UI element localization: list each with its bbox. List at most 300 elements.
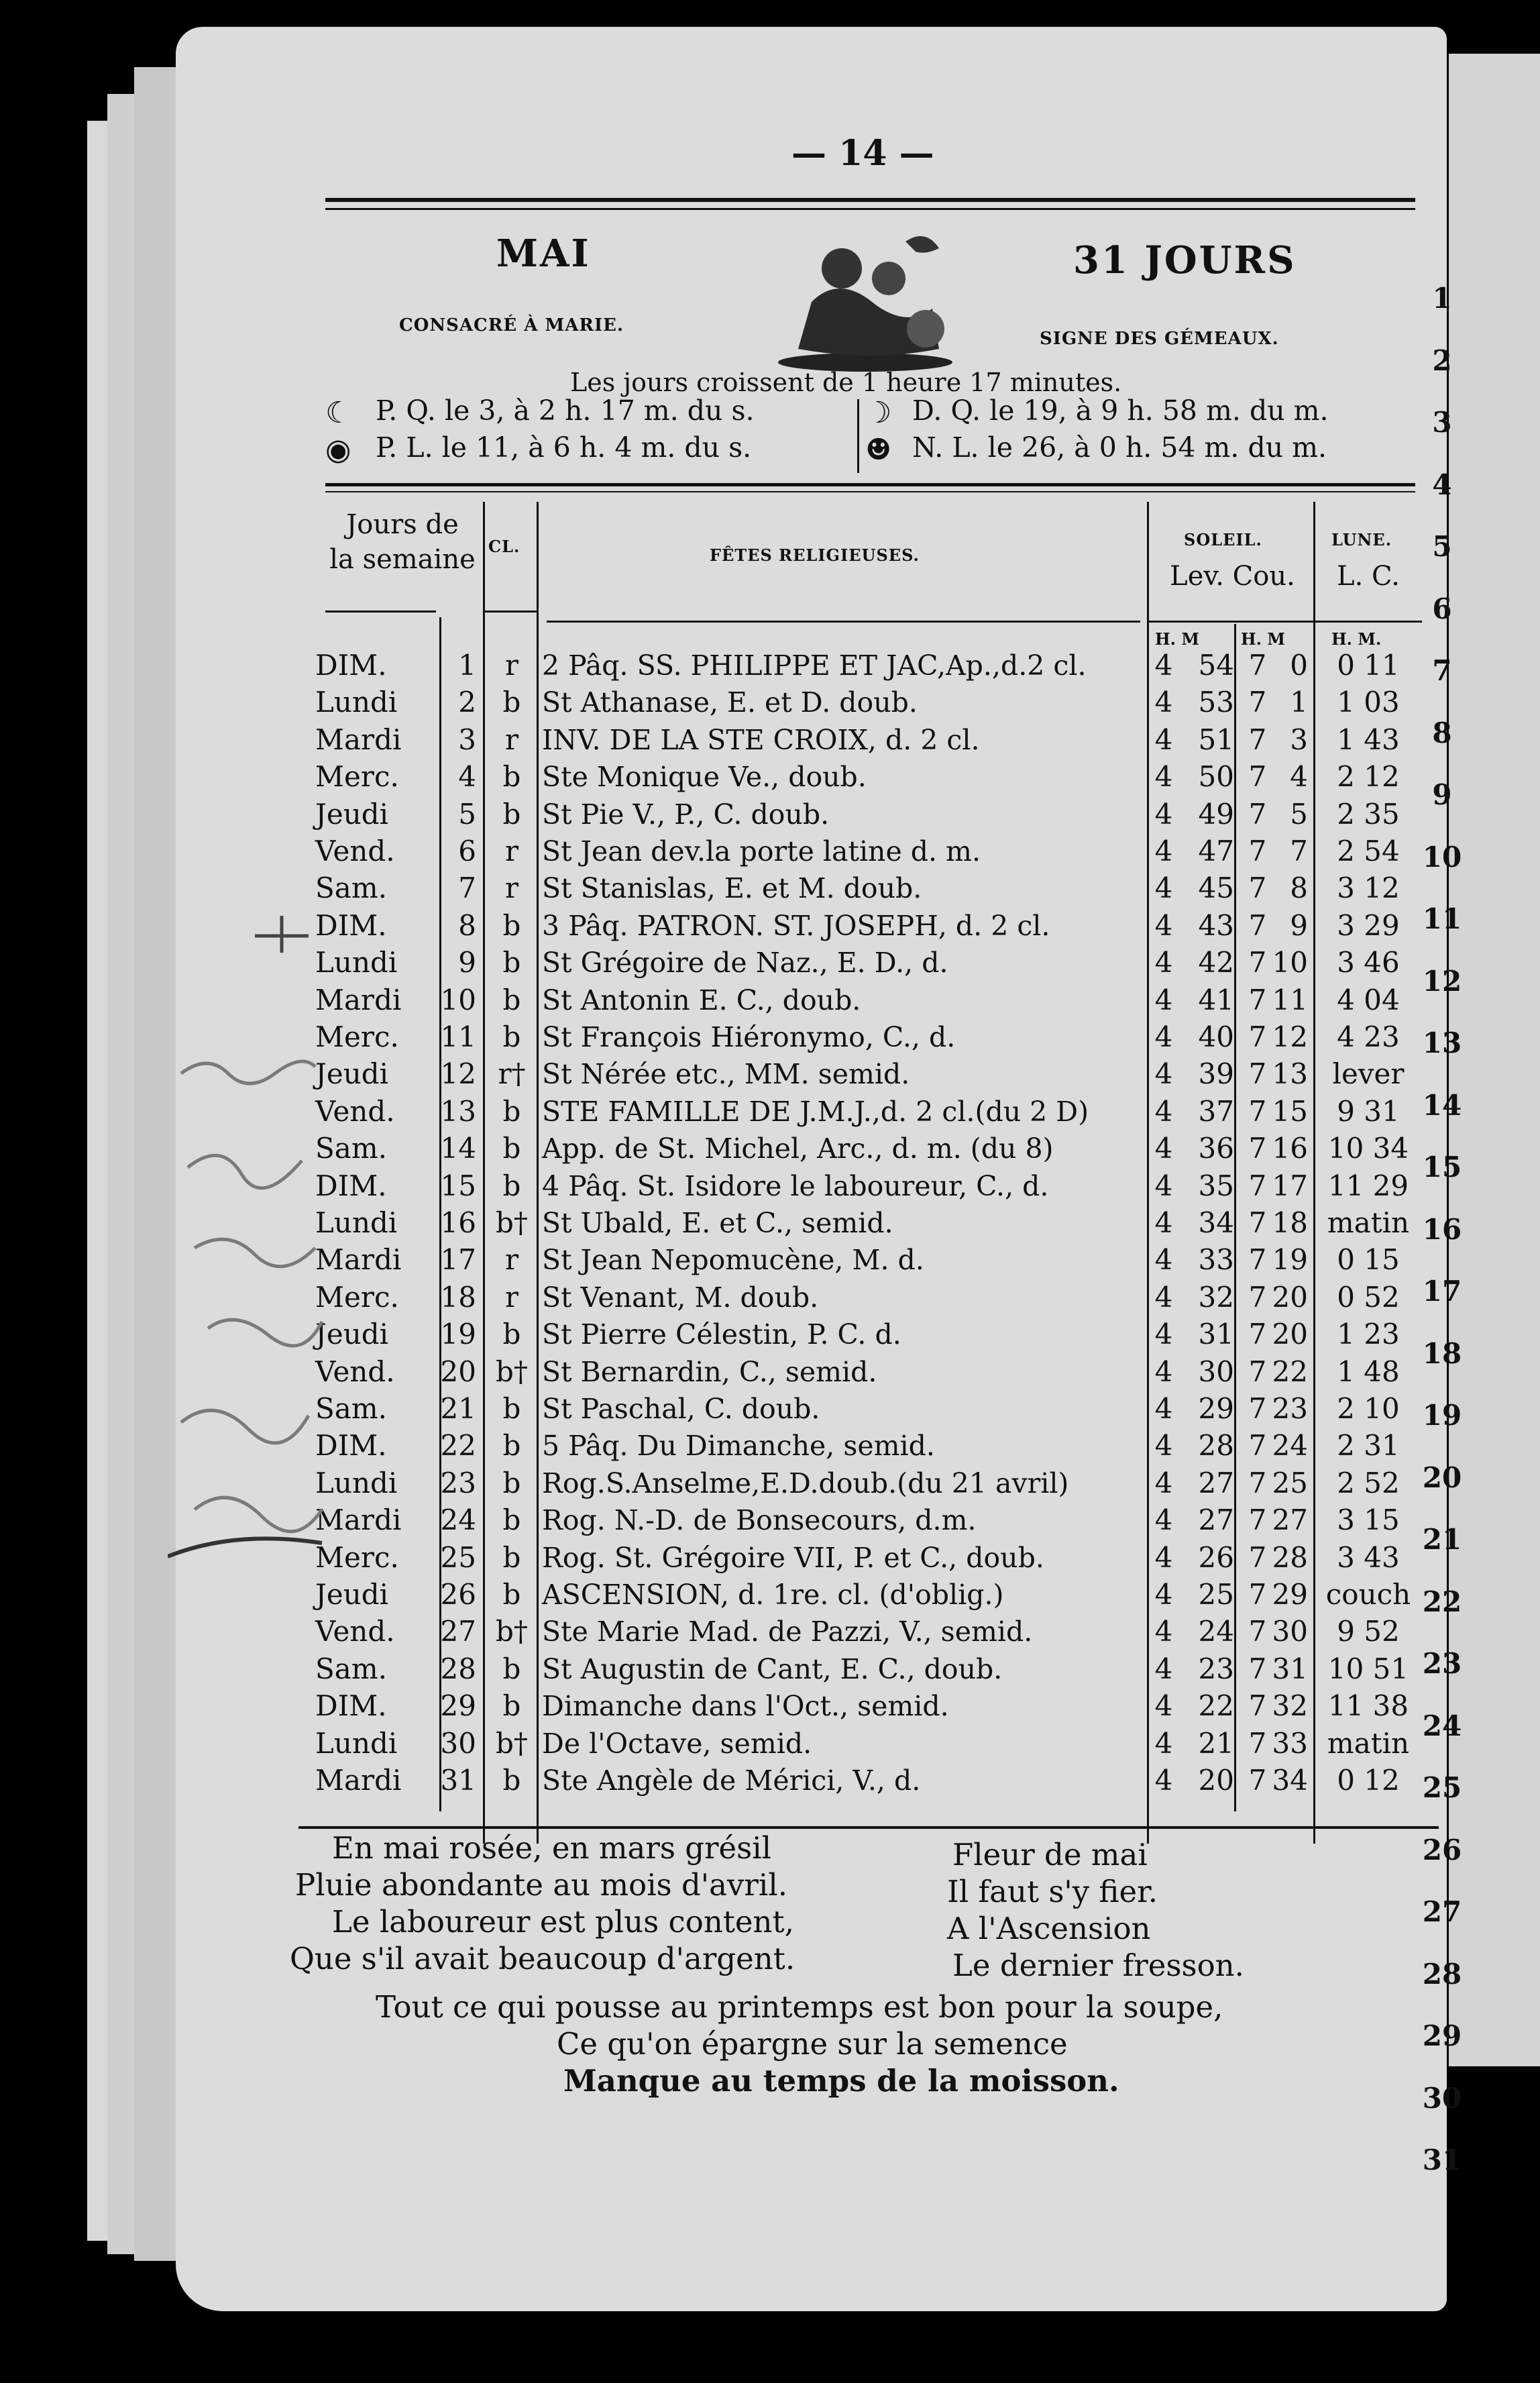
row-class: b† — [496, 1726, 528, 1760]
row-moon: matin — [1327, 1726, 1410, 1760]
phase-separator — [857, 399, 859, 473]
soleil-cou-units: H. M — [1241, 629, 1285, 649]
margin-day-number: 3 — [1432, 406, 1452, 439]
row-sunset-hour: 7 — [1248, 1652, 1267, 1685]
row-day-name: DIM. — [315, 1689, 387, 1723]
row-feast: INV. DE LA STE CROIX, d. 2 cl. — [542, 723, 980, 756]
row-class: b — [502, 797, 521, 831]
margin-day-number: 13 — [1422, 1026, 1462, 1059]
row-sunset-min: 16 — [1272, 1132, 1308, 1165]
row-moon: 10 51 — [1327, 1652, 1409, 1685]
row-moon: 2 52 — [1337, 1466, 1400, 1499]
row-sunset-hour: 7 — [1248, 1020, 1267, 1053]
table-header-rule — [1147, 621, 1422, 623]
row-feast: St Grégoire de Naz., E. D., d. — [542, 947, 948, 979]
row-sunset-min: 24 — [1272, 1429, 1308, 1463]
row-sunset-min: 30 — [1272, 1615, 1308, 1648]
row-moon: 2 35 — [1337, 797, 1400, 831]
row-sunset-min: 22 — [1272, 1355, 1308, 1388]
row-sunset-hour: 7 — [1248, 1764, 1267, 1797]
row-sunset-hour: 7 — [1248, 797, 1267, 831]
col-header-jours-2: la semaine — [329, 544, 476, 575]
row-sunrise-hour: 4 — [1154, 1318, 1173, 1351]
row-moon: 9 31 — [1337, 1094, 1400, 1128]
row-sunset-hour: 7 — [1248, 908, 1267, 942]
row-day-number: 16 — [440, 1206, 476, 1239]
row-moon: 4 04 — [1337, 983, 1400, 1016]
row-day-number: 1 — [458, 649, 476, 682]
row-class: b — [502, 1466, 521, 1499]
margin-day-number: 27 — [1422, 1895, 1462, 1928]
row-feast: St Nérée etc., MM. semid. — [542, 1058, 910, 1091]
row-class: r — [504, 1280, 519, 1314]
row-feast: Rog. N.-D. de Bonsecours, d.m. — [542, 1504, 977, 1537]
row-class: b† — [496, 1355, 528, 1388]
table-bottom-rule — [298, 1826, 1439, 1829]
row-sunrise-hour: 4 — [1154, 1206, 1173, 1239]
row-day-name: Vend. — [315, 1355, 395, 1388]
row-day-name: DIM. — [315, 1169, 387, 1202]
row-class: r — [504, 723, 519, 756]
row-sunrise-min: 33 — [1198, 1243, 1234, 1277]
row-moon: 0 11 — [1337, 649, 1400, 682]
table-header-rule — [325, 611, 436, 613]
margin-day-number: 12 — [1422, 964, 1462, 998]
row-day-name: DIM. — [315, 1429, 387, 1463]
row-class: b — [502, 1540, 521, 1574]
row-sunrise-min: 36 — [1198, 1132, 1234, 1165]
row-class: b — [502, 1764, 521, 1797]
row-sunrise-hour: 4 — [1154, 1466, 1173, 1499]
row-sunset-min: 19 — [1272, 1243, 1308, 1277]
row-class: b — [502, 1578, 521, 1611]
row-sunset-min: 17 — [1272, 1169, 1308, 1202]
row-day-name: Jeudi — [315, 1578, 389, 1611]
row-day-number: 22 — [440, 1429, 476, 1463]
row-day-number: 9 — [458, 946, 476, 979]
row-sunset-min: 28 — [1272, 1540, 1308, 1574]
margin-day-number: 26 — [1422, 1833, 1462, 1866]
row-day-number: 26 — [440, 1578, 476, 1611]
row-sunrise-min: 25 — [1198, 1578, 1234, 1611]
row-day-number: 23 — [440, 1466, 476, 1499]
margin-day-number: 29 — [1422, 2019, 1462, 2052]
row-day-name: Sam. — [315, 871, 387, 905]
margin-day-number: 28 — [1422, 1957, 1462, 1991]
proverb-bottom-2: Ce qu'on épargne sur la semence — [557, 2026, 1068, 2062]
row-feast: Rog.S.Anselme,E.D.doub.(du 21 avril) — [542, 1467, 1069, 1499]
row-sunset-hour: 7 — [1248, 1466, 1267, 1499]
margin-day-number: 17 — [1422, 1275, 1462, 1308]
col-sep — [483, 502, 485, 1844]
row-sunrise-hour: 4 — [1154, 760, 1173, 794]
row-sunset-min: 8 — [1290, 871, 1308, 905]
row-day-name: Merc. — [315, 1020, 399, 1053]
row-feast: 3 Pâq. PATRON. ST. JOSEPH, d. 2 cl. — [542, 909, 1050, 942]
row-moon: 0 12 — [1337, 1764, 1400, 1797]
margin-day-number: 15 — [1422, 1151, 1462, 1183]
row-day-name: Jeudi — [315, 1057, 389, 1091]
row-moon: 9 52 — [1337, 1615, 1400, 1648]
row-feast: St Jean Nepomucène, M. d. — [542, 1244, 924, 1277]
row-day-number: 13 — [440, 1094, 476, 1128]
row-sunset-min: 34 — [1272, 1764, 1308, 1797]
row-day-name: Merc. — [315, 760, 399, 794]
row-sunset-hour: 7 — [1248, 1392, 1267, 1425]
row-feast: St Athanase, E. et D. doub. — [542, 686, 918, 719]
row-sunset-min: 33 — [1272, 1726, 1308, 1760]
row-day-name: Vend. — [315, 1094, 395, 1128]
row-sunset-min: 20 — [1272, 1280, 1308, 1314]
margin-day-number: 14 — [1422, 1088, 1462, 1122]
row-class: b — [502, 1132, 521, 1165]
month-title: MAI — [496, 231, 591, 276]
row-sunrise-min: 26 — [1198, 1540, 1234, 1574]
row-moon: 10 34 — [1327, 1132, 1409, 1165]
row-sunset-hour: 7 — [1248, 1578, 1267, 1611]
row-day-number: 6 — [458, 835, 476, 867]
row-feast: Rog. St. Grégoire VII, P. et C., doub. — [542, 1541, 1044, 1574]
row-day-number: 18 — [440, 1280, 476, 1314]
margin-day-number: 16 — [1422, 1212, 1462, 1246]
row-feast: ASCENSION, d. 1re. cl. (d'oblig.) — [542, 1579, 1004, 1611]
row-day-number: 19 — [440, 1318, 476, 1351]
row-sunrise-min: 22 — [1198, 1689, 1234, 1723]
row-sunrise-hour: 4 — [1154, 835, 1173, 867]
row-moon: 1 48 — [1337, 1355, 1400, 1388]
row-feast: St Jean dev.la porte latine d. m. — [542, 835, 981, 867]
row-sunrise-hour: 4 — [1154, 1652, 1173, 1685]
row-moon: 3 29 — [1337, 908, 1400, 942]
row-sunset-hour: 7 — [1248, 1243, 1267, 1277]
moon-phase-new-moon: N. L. le 26, à 0 h. 54 m. du m. — [912, 431, 1327, 464]
row-day-number: 24 — [440, 1503, 476, 1537]
row-sunset-hour: 7 — [1248, 1689, 1267, 1723]
row-sunset-min: 18 — [1272, 1206, 1308, 1239]
row-feast: STE FAMILLE DE J.M.J.,d. 2 cl.(du 2 D) — [542, 1095, 1089, 1128]
row-feast: St Bernardin, C., semid. — [542, 1355, 877, 1388]
row-sunset-hour: 7 — [1248, 1132, 1267, 1165]
row-day-name: Lundi — [315, 946, 398, 979]
row-day-number: 2 — [458, 686, 476, 719]
row-moon: 0 15 — [1337, 1243, 1400, 1277]
row-sunset-min: 20 — [1272, 1318, 1308, 1351]
row-day-number: 14 — [440, 1132, 476, 1165]
row-moon: 0 52 — [1337, 1280, 1400, 1314]
row-class: b — [502, 1689, 521, 1723]
row-sunrise-hour: 4 — [1154, 1689, 1173, 1723]
row-moon: 1 23 — [1337, 1318, 1400, 1351]
row-moon: 1 03 — [1337, 686, 1400, 719]
row-feast: St Ubald, E. et C., semid. — [542, 1207, 893, 1239]
row-sunset-min: 9 — [1290, 908, 1308, 942]
row-feast: Ste Monique Ve., doub. — [542, 761, 867, 794]
proverb-left-1: En mai rosée, en mars grésil — [332, 1830, 772, 1866]
row-sunrise-min: 51 — [1198, 723, 1234, 756]
full-moon-icon: ◉ — [325, 433, 351, 467]
col-header-soleil: SOLEIL. — [1184, 530, 1262, 549]
row-sunrise-min: 30 — [1198, 1355, 1234, 1388]
row-day-number: 17 — [440, 1243, 476, 1277]
row-day-name: Jeudi — [315, 1318, 389, 1351]
row-day-name: DIM. — [315, 649, 387, 682]
row-feast: St François Hiéronymo, C., d. — [542, 1021, 956, 1053]
row-sunset-hour: 7 — [1248, 1169, 1267, 1202]
row-sunrise-hour: 4 — [1154, 1132, 1173, 1165]
margin-day-number: 9 — [1432, 778, 1452, 811]
row-day-number: 27 — [440, 1615, 476, 1648]
row-day-name: Mardi — [315, 1243, 402, 1277]
header-rule — [325, 483, 1415, 486]
row-day-name: Sam. — [315, 1652, 387, 1685]
row-class: b† — [496, 1615, 528, 1648]
row-sunset-hour: 7 — [1248, 1094, 1267, 1128]
row-sunrise-min: 35 — [1198, 1169, 1234, 1202]
proverb-left-4: Que s'il avait beaucoup d'argent. — [290, 1941, 795, 1976]
row-sunrise-hour: 4 — [1154, 1094, 1173, 1128]
col-header-fetes: FÊTES RELIGIEUSES. — [710, 545, 920, 565]
row-moon: lever — [1332, 1057, 1405, 1091]
row-sunset-min: 25 — [1272, 1466, 1308, 1499]
margin-day-number: 23 — [1422, 1647, 1462, 1680]
row-moon: 11 29 — [1327, 1169, 1409, 1202]
row-moon: couch — [1325, 1578, 1411, 1611]
cherub-emblem-icon — [771, 228, 959, 376]
row-sunset-min: 31 — [1272, 1652, 1308, 1685]
row-sunrise-min: 45 — [1198, 871, 1234, 905]
row-sunset-hour: 7 — [1248, 1540, 1267, 1574]
row-sunrise-min: 43 — [1198, 908, 1234, 942]
row-sunrise-hour: 4 — [1154, 1578, 1173, 1611]
row-sunset-min: 4 — [1290, 760, 1308, 794]
row-sunrise-min: 54 — [1198, 649, 1234, 682]
row-class: b — [502, 1392, 521, 1425]
row-day-name: Lundi — [315, 1206, 398, 1239]
row-sunrise-hour: 4 — [1154, 723, 1173, 756]
row-sunrise-hour: 4 — [1154, 686, 1173, 719]
row-day-number: 5 — [458, 797, 476, 831]
row-sunset-min: 11 — [1272, 983, 1308, 1016]
row-sunrise-min: 31 — [1198, 1318, 1234, 1351]
row-sunrise-min: 50 — [1198, 760, 1234, 794]
proverb-bottom-3: Manque au temps de la moisson. — [563, 2063, 1119, 2099]
row-day-number: 7 — [458, 871, 476, 905]
row-sunset-hour: 7 — [1248, 1318, 1267, 1351]
row-moon: 2 10 — [1337, 1392, 1400, 1425]
row-sunrise-hour: 4 — [1154, 1540, 1173, 1574]
row-day-name: Vend. — [315, 1615, 395, 1648]
row-feast: St Paschal, C. doub. — [542, 1393, 820, 1425]
table-header-rule — [547, 621, 1140, 623]
margin-day-number: 8 — [1432, 716, 1452, 749]
consecration-label: CONSACRÉ À MARIE. — [399, 315, 624, 335]
header-rule-thin — [325, 491, 1415, 492]
row-sunrise-min: 27 — [1198, 1466, 1234, 1499]
row-sunset-min: 29 — [1272, 1578, 1308, 1611]
row-sunrise-hour: 4 — [1154, 1280, 1173, 1314]
row-feast: Dimanche dans l'Oct., semid. — [542, 1690, 949, 1723]
row-day-name: Merc. — [315, 1280, 399, 1314]
row-day-name: Vend. — [315, 835, 395, 867]
row-sunrise-min: 21 — [1198, 1726, 1234, 1760]
row-sunrise-min: 23 — [1198, 1652, 1234, 1685]
row-sunrise-min: 53 — [1198, 686, 1234, 719]
row-feast: Ste Angèle de Mérici, V., d. — [542, 1764, 921, 1797]
row-day-number: 15 — [440, 1169, 476, 1202]
margin-day-number: 7 — [1432, 654, 1452, 687]
row-moon: 11 38 — [1327, 1689, 1409, 1723]
new-moon-icon: ☻ — [865, 433, 892, 467]
row-day-name: Sam. — [315, 1392, 387, 1425]
row-day-name: Jeudi — [315, 797, 389, 831]
row-sunset-min: 32 — [1272, 1689, 1308, 1723]
row-moon: 1 43 — [1337, 723, 1400, 756]
row-sunrise-min: 39 — [1198, 1057, 1234, 1091]
row-sunset-hour: 7 — [1248, 1726, 1267, 1760]
margin-day-number: 11 — [1422, 902, 1462, 935]
margin-day-number: 10 — [1422, 840, 1462, 873]
row-sunset-hour: 7 — [1248, 1615, 1267, 1648]
row-sunrise-min: 29 — [1198, 1392, 1234, 1425]
row-sunrise-hour: 4 — [1154, 1020, 1173, 1053]
row-day-number: 31 — [440, 1764, 476, 1797]
row-sunrise-hour: 4 — [1154, 1169, 1173, 1202]
row-feast: 2 Pâq. SS. PHILIPPE ET JAC,Ap.,d.2 cl. — [542, 649, 1087, 682]
row-sunset-hour: 7 — [1248, 1057, 1267, 1091]
row-sunset-hour: 7 — [1248, 835, 1267, 867]
margin-day-number: 22 — [1422, 1585, 1462, 1618]
top-rule-thin — [325, 208, 1415, 210]
top-rule — [325, 198, 1415, 202]
margin-day-number: 24 — [1422, 1709, 1462, 1742]
proverb-right-3: A l'Ascension — [947, 1911, 1151, 1946]
margin-day-number: 25 — [1422, 1771, 1462, 1804]
row-sunset-hour: 7 — [1248, 946, 1267, 979]
row-day-number: 30 — [440, 1726, 476, 1760]
row-class: b — [502, 1094, 521, 1128]
row-sunrise-hour: 4 — [1154, 1429, 1173, 1463]
row-sunset-min: 1 — [1290, 686, 1308, 719]
facing-page-margin — [1449, 54, 1540, 2066]
row-class: r — [504, 649, 519, 682]
row-day-number: 20 — [440, 1355, 476, 1388]
row-day-number: 29 — [440, 1689, 476, 1723]
row-feast: App. de St. Michel, Arc., d. m. (du 8) — [542, 1132, 1054, 1165]
row-feast: Ste Marie Mad. de Pazzi, V., semid. — [542, 1616, 1033, 1648]
row-day-number: 25 — [440, 1540, 476, 1574]
row-sunrise-hour: 4 — [1154, 946, 1173, 979]
row-sunset-hour: 7 — [1248, 1503, 1267, 1537]
row-class: b† — [496, 1206, 528, 1239]
margin-day-number: 4 — [1432, 468, 1452, 501]
lune-units: H. M. — [1331, 629, 1382, 649]
days-count: 31 JOURS — [1073, 238, 1297, 282]
row-sunrise-min: 49 — [1198, 797, 1234, 831]
row-class: b — [502, 1429, 521, 1463]
row-sunrise-min: 32 — [1198, 1280, 1234, 1314]
row-sunset-hour: 7 — [1248, 760, 1267, 794]
row-sunrise-min: 24 — [1198, 1615, 1234, 1648]
col-header-jours-1: Jours de — [346, 509, 459, 540]
row-sunset-min: 15 — [1272, 1094, 1308, 1128]
row-class: r — [504, 871, 519, 905]
row-sunrise-hour: 4 — [1154, 871, 1173, 905]
proverb-right-2: Il faut s'y fier. — [947, 1874, 1158, 1909]
row-sunset-min: 27 — [1272, 1503, 1308, 1537]
row-sunrise-hour: 4 — [1154, 1726, 1173, 1760]
handwritten-notes-scrawl — [168, 1047, 329, 1570]
row-sunrise-min: 47 — [1198, 835, 1234, 867]
row-sunrise-hour: 4 — [1154, 1392, 1173, 1425]
row-sunset-hour: 7 — [1248, 1429, 1267, 1463]
row-moon: 3 46 — [1337, 946, 1400, 979]
row-class: b — [502, 908, 521, 942]
row-day-name: Mardi — [315, 1503, 402, 1537]
col-sep — [1234, 624, 1236, 1811]
row-sunset-min: 23 — [1272, 1392, 1308, 1425]
proverb-left-2: Pluie abondante au mois d'avril. — [295, 1867, 788, 1903]
row-sunrise-min: 37 — [1198, 1094, 1234, 1128]
row-sunrise-hour: 4 — [1154, 1243, 1173, 1277]
row-feast: St Pierre Célestin, P. C. d. — [542, 1318, 901, 1351]
row-sunset-hour: 7 — [1248, 1355, 1267, 1388]
margin-day-number: 5 — [1432, 530, 1452, 563]
row-sunset-min: 7 — [1290, 835, 1308, 867]
row-sunrise-hour: 4 — [1154, 1503, 1173, 1537]
row-moon: 3 12 — [1337, 871, 1400, 905]
col-sep — [537, 502, 539, 1844]
moon-phase-last-quarter: D. Q. le 19, à 9 h. 58 m. du m. — [912, 394, 1329, 427]
row-day-name: Mardi — [315, 1764, 402, 1797]
row-sunset-hour: 7 — [1248, 686, 1267, 719]
row-class: b — [502, 686, 521, 719]
row-sunrise-min: 41 — [1198, 983, 1234, 1016]
row-sunrise-hour: 4 — [1154, 983, 1173, 1016]
row-sunrise-hour: 4 — [1154, 1057, 1173, 1091]
last-quarter-icon: ☽ — [865, 396, 892, 430]
row-sunset-min: 13 — [1272, 1057, 1308, 1091]
row-class: b — [502, 1503, 521, 1537]
row-sunrise-min: 27 — [1198, 1503, 1234, 1537]
row-day-name: Merc. — [315, 1540, 399, 1574]
margin-day-number: 6 — [1432, 592, 1452, 625]
row-sunrise-hour: 4 — [1154, 1355, 1173, 1388]
row-class: b — [502, 1169, 521, 1202]
row-day-number: 28 — [440, 1652, 476, 1685]
page-number: — 14 — — [791, 133, 934, 174]
zodiac-sign-label: SIGNE DES GÉMEAUX. — [1040, 329, 1279, 349]
row-day-name: Sam. — [315, 1132, 387, 1165]
proverb-left-3: Le laboureur est plus content, — [332, 1904, 794, 1940]
row-sunset-min: 0 — [1290, 649, 1308, 682]
row-sunset-min: 5 — [1290, 797, 1308, 831]
row-sunrise-hour: 4 — [1154, 1764, 1173, 1797]
row-feast: St Pie V., P., C. doub. — [542, 798, 830, 831]
margin-day-number: 19 — [1422, 1399, 1462, 1432]
days-growth: Les jours croissent de 1 heure 17 minutes. — [570, 368, 1122, 397]
row-class: r† — [498, 1057, 526, 1091]
row-day-number: 8 — [458, 908, 476, 942]
moon-phase-full-moon: P. L. le 11, à 6 h. 4 m. du s. — [376, 431, 752, 464]
row-sunset-hour: 7 — [1248, 723, 1267, 756]
row-moon: 2 12 — [1337, 760, 1400, 794]
row-moon: 3 15 — [1337, 1503, 1400, 1537]
row-sunset-hour: 7 — [1248, 983, 1267, 1016]
table-header-rule — [483, 611, 537, 613]
row-day-name: Lundi — [315, 686, 398, 719]
row-class: r — [504, 835, 519, 867]
row-sunset-hour: 7 — [1248, 1280, 1267, 1314]
